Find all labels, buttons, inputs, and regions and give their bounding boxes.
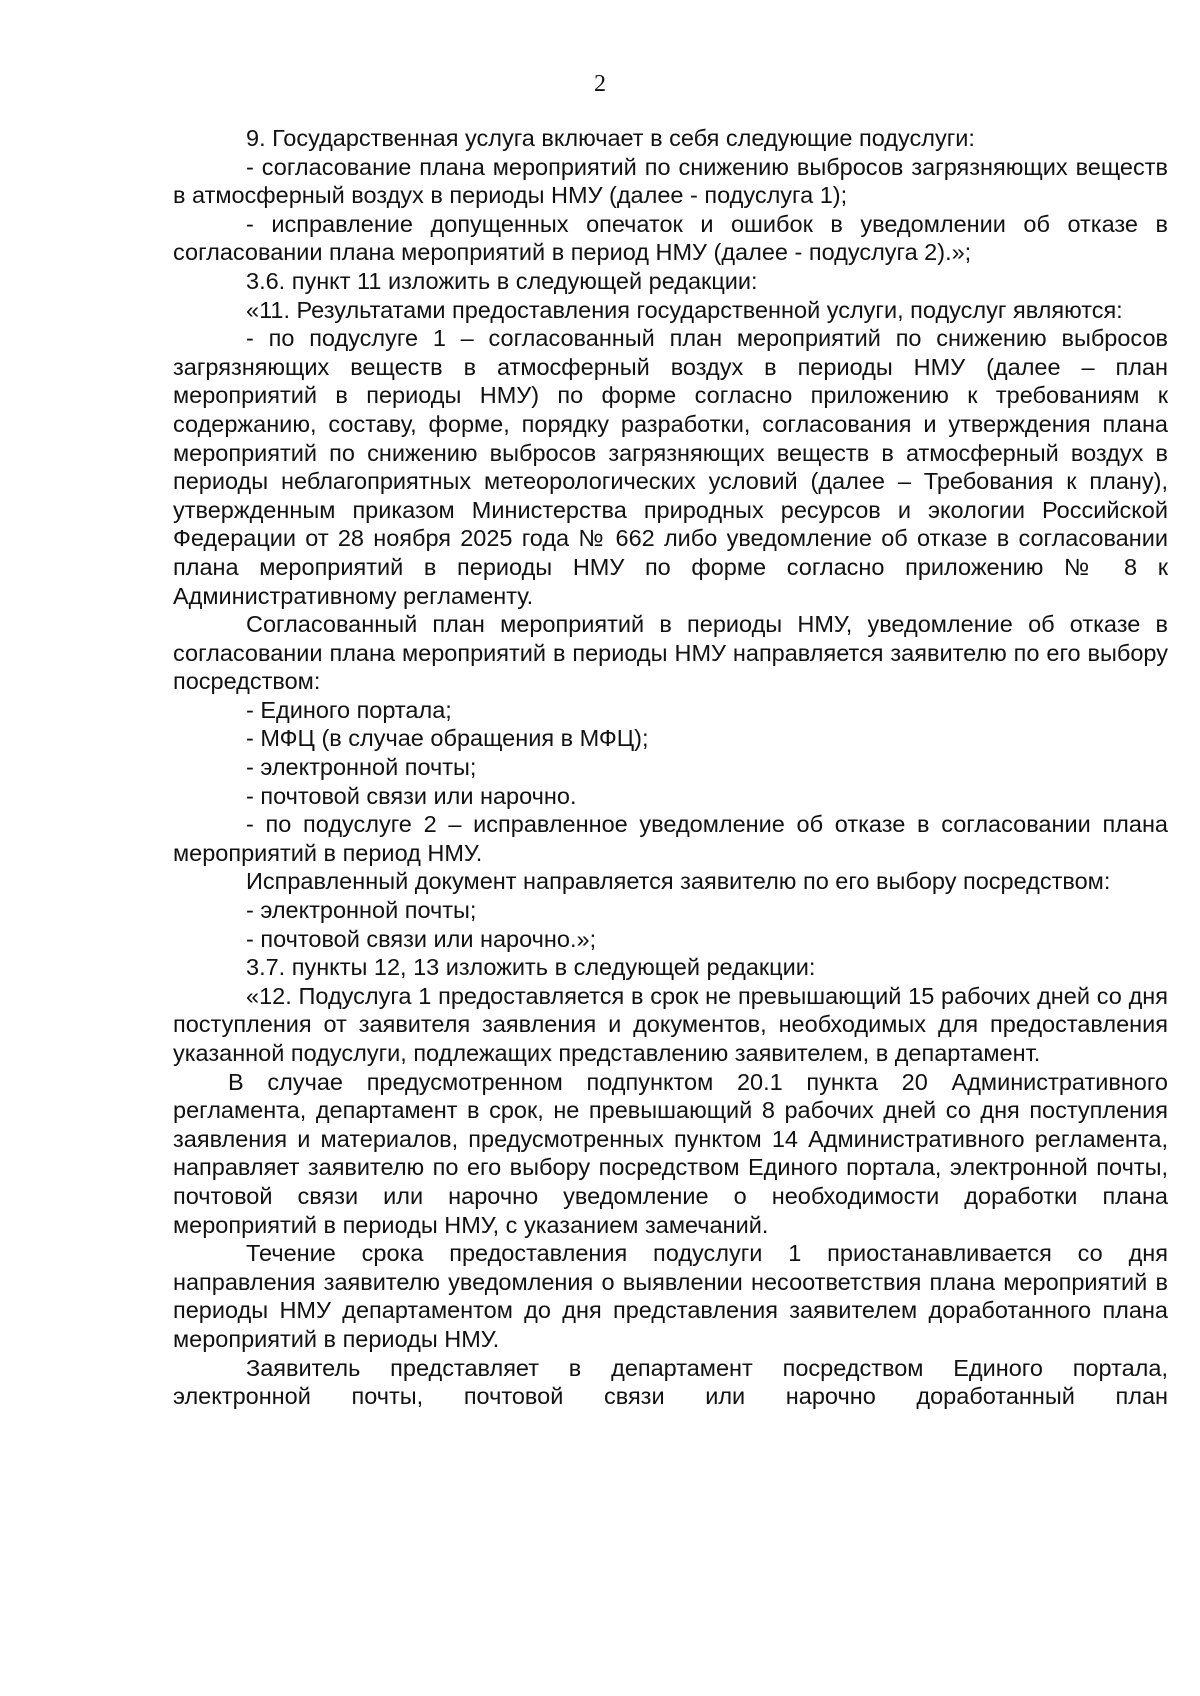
paragraph: - по подуслуге 2 – исправленное уведомление об отказе в согласовании плана мероприятий в период НМУ. [173,811,1168,866]
paragraph: Исправленный документ направляется заявителю по его выбору посредством: [246,868,1111,895]
list-item: - почтовой связи или нарочно.»; [246,925,597,952]
page-number: 2 [594,71,606,97]
paragraph: 3.6. пункт 11 изложить в следующей редакции: [246,267,758,294]
paragraph: - по подуслуге 1 – согласованный план мероприятий по снижению выбросов загрязняющих веществ в атмосферный воздух в периоды НМУ (далее – план мероприятий в периоды НМУ) по форме согласно приложению к требованиям к содержанию, составу, форме, порядку разработки, согласования и утверждения плана мероприятий по снижению выбросов загрязняющих веществ в атмосферный воздух в периоды неблагоприятных метеорологических условий (далее – Требования к плану), утвержденным приказом Министерства природных ресурсов и экологии Российской Федерации от 28 ноября 2025 года № 662 либо уведомление об отказе в согласовании плана мероприятий в периоды НМУ по форме согласно приложению № 8 к Административному регламенту. [173,325,1168,609]
paragraph: 3.7. пункты 12, 13 изложить в следующей редакции: [246,954,816,981]
list-item: - Единого портала; [246,696,452,723]
list-item: - электронной почты; [246,754,477,781]
paragraph: - исправление допущенных опечаток и ошибок в уведомлении об отказе в согласовании плана мероприятий в период НМУ (далее - подуслуга 2).»; [173,210,1168,266]
paragraph: В случае предусмотренном подпунктом 20.1 пункта 20 Административного регламента, департамент в срок, не превышающий 8 рабочих дней со дня поступления заявления и материалов, предусмотренных пунктом 14 Административного регламента, направляет заявителю по его выбору посредством Единого портала, электронной почты, почтовой связи или нарочно уведомление о необходимости доработки плана мероприятий в периоды НМУ, с указанием замечаний. [173,1068,1168,1238]
paragraph: 9. Государственная услуга включает в себя следующие подуслуги: [246,125,975,151]
document-body [173,124,1168,1411]
list-item: - МФЦ (в случае обращения в МФЦ); [246,725,649,752]
paragraph: - согласование плана мероприятий по снижению выбросов загрязняющих веществ в атмосферный воздух в периоды НМУ (далее - подуслуга 1); [173,153,1168,209]
paragraph: Согласованный план мероприятий в периоды НМУ, уведомление об отказе в согласовании плана мероприятий в периоды НМУ направляется заявителю по его выбору посредством: [173,611,1168,695]
paragraph: «11. Результатами предоставления государственной услуги, подуслуг являются: [246,296,1123,323]
list-item: - электронной почты; [246,897,477,924]
paragraph: Заявитель представляет в департамент посредством Единого портала, электронной почты, почтовой связи или нарочно доработанный план [173,1354,1168,1410]
paragraph: «12. Подуслуга 1 предоставляется в срок не превышающий 15 рабочих дней со дня поступления от заявителя заявления и документов, необходимых для предоставления указанной подуслуги, подлежащих представлению заявителем, в департамент. [173,982,1168,1066]
paragraph: Течение срока предоставления подуслуги 1 приостанавливается со дня направления заявителю уведомления о выявлении несоответствия плана мероприятий в периоды НМУ департаментом до дня представления заявителем доработанного плана мероприятий в периоды НМУ. [173,1240,1168,1352]
list-item: - почтовой связи или нарочно. [246,782,577,809]
